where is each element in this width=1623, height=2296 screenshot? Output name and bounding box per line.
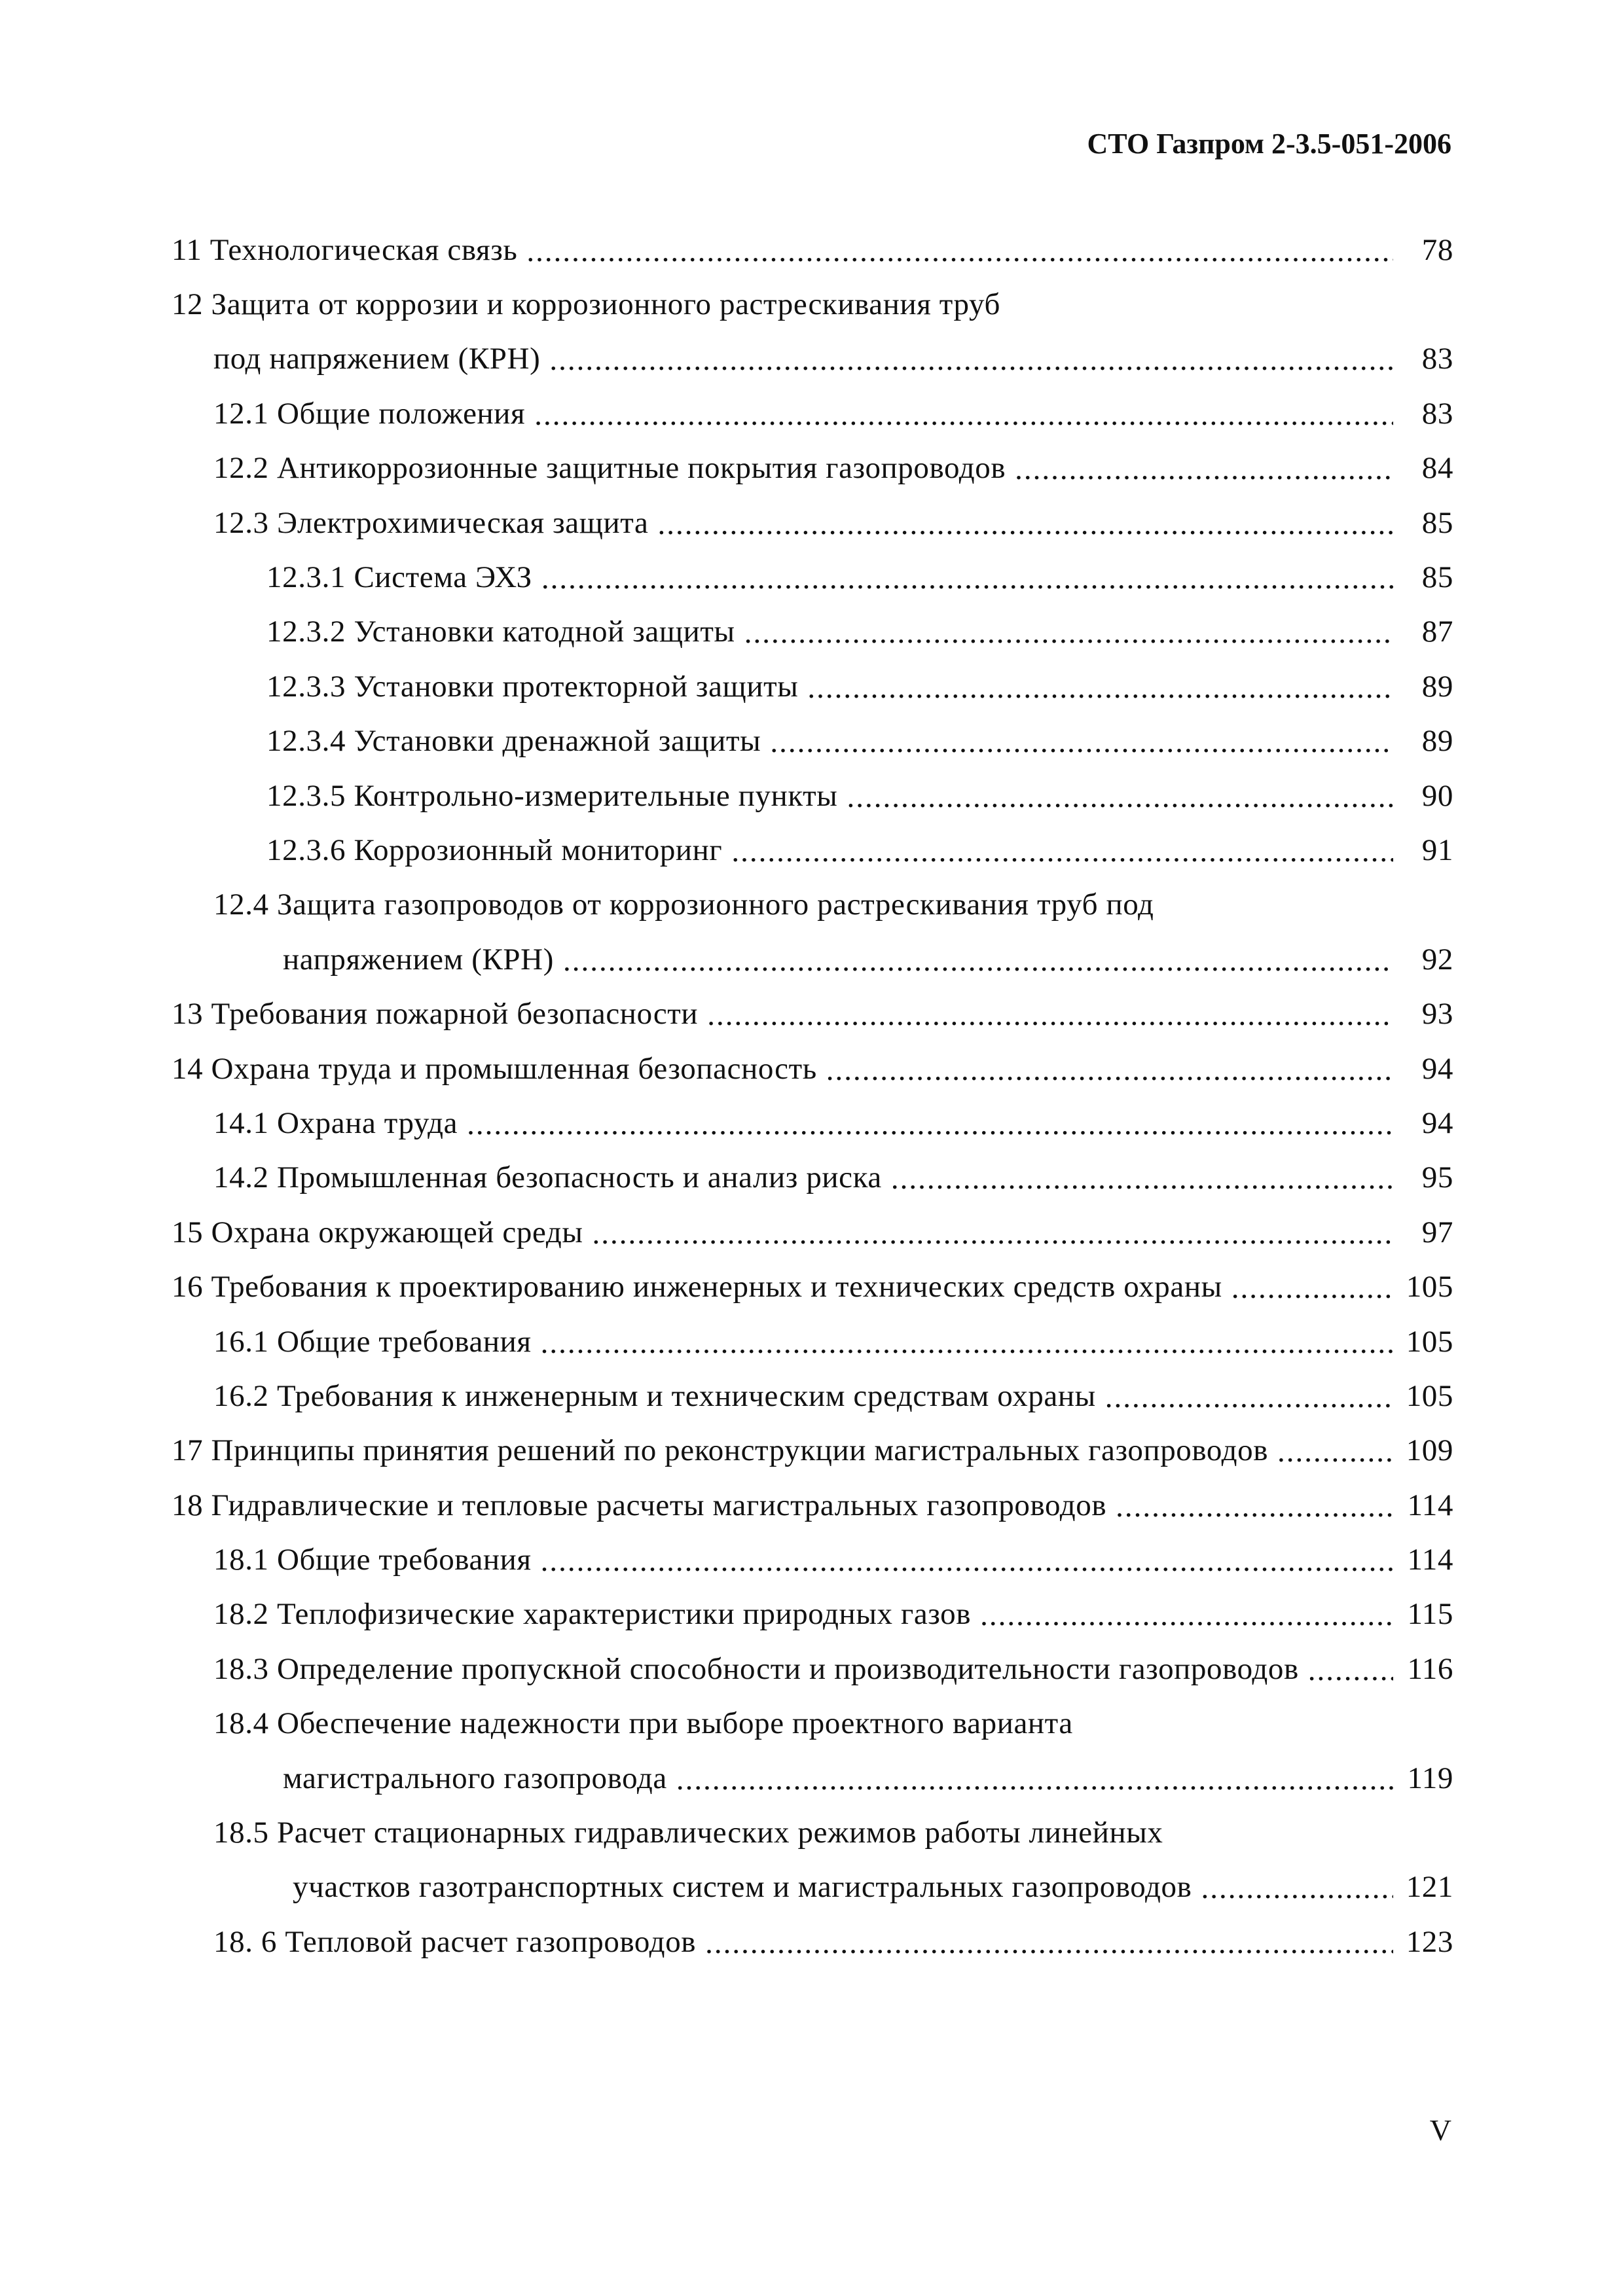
toc-entry	[172, 1424, 1453, 1478]
toc-entry	[172, 659, 1453, 713]
toc-dot-leader	[526, 234, 1393, 269]
toc-entry	[172, 277, 1453, 331]
toc-dot-leader	[541, 1325, 1393, 1361]
toc-entry-page: 83	[1421, 396, 1453, 431]
document-code-header: СТО Газпром 2-3.5-051-2006	[1087, 128, 1451, 160]
toc-entry	[172, 1314, 1453, 1369]
toc-entry-title: 12.3.6 Коррозионный мониторинг	[266, 833, 723, 867]
toc-entry-page: 93	[1421, 997, 1453, 1031]
toc-entry	[172, 768, 1453, 823]
toc-entry-page: 91	[1421, 833, 1453, 867]
toc-dot-leader	[705, 1926, 1393, 1961]
toc-entry-page: 109	[1406, 1433, 1453, 1468]
toc-entry-page: 115	[1407, 1597, 1453, 1632]
toc-entry-title: 14.2 Промышленная безопасность и анализ риска	[213, 1160, 882, 1195]
toc-dot-leader	[891, 1161, 1393, 1196]
toc-entry	[172, 1587, 1453, 1641]
toc-entry-title: 18 Гидравлические и тепловые расчеты магистральных газопроводов	[172, 1488, 1107, 1522]
toc-entry-page: 87	[1421, 615, 1453, 649]
toc-entry-title: 12.3.1 Система ЭХЗ	[266, 560, 532, 595]
toc-entry-page: 89	[1421, 724, 1453, 759]
toc-entry-title: магистрального газопровода	[283, 1761, 667, 1795]
toc-dot-leader	[467, 1107, 1393, 1142]
toc-entry	[172, 1259, 1453, 1314]
toc-entry-title: 12.2 Антикоррозионные защитные покрытия газопроводов	[213, 451, 1006, 486]
toc-entry-title: 18.1 Общие требования	[213, 1543, 532, 1577]
toc-dot-leader	[676, 1762, 1393, 1797]
toc-dot-leader	[534, 397, 1393, 433]
toc-entry	[172, 386, 1453, 440]
toc-entry	[172, 986, 1453, 1041]
toc-dot-leader	[541, 561, 1393, 596]
toc-dot-leader	[707, 997, 1393, 1033]
toc-dot-leader	[847, 780, 1393, 815]
toc-entry-page: 94	[1421, 1105, 1453, 1140]
toc-entry-title: 16 Требования к проектированию инженерных и технических средств охраны	[172, 1270, 1222, 1304]
toc-entry-page: 85	[1421, 560, 1453, 595]
toc-entry-page: 84	[1421, 451, 1453, 486]
toc-entry-title: 12 Защита от коррозии и коррозионного растрескивания труб	[172, 287, 1000, 322]
toc-dot-leader	[1201, 1871, 1393, 1906]
toc-entry-page: 105	[1406, 1270, 1453, 1304]
toc-entry	[172, 1641, 1453, 1696]
toc-dot-leader	[1015, 452, 1393, 487]
toc-entry-title: 12.3.5 Контрольно-измерительные пункты	[266, 778, 838, 813]
toc-entry	[172, 1860, 1453, 1914]
toc-entry-title: 18.5 Расчет стационарных гидравлических режимов работы линейных	[213, 1816, 1163, 1850]
toc-dot-leader	[593, 1216, 1393, 1251]
toc-entry-page: 121	[1406, 1870, 1453, 1905]
toc-dot-leader	[657, 507, 1393, 542]
toc-entry	[172, 1478, 1453, 1532]
toc-entry-page: 105	[1406, 1324, 1453, 1359]
toc-dot-leader	[770, 725, 1393, 760]
toc-entry-page: 105	[1406, 1378, 1453, 1413]
toc-entry-page: 89	[1421, 669, 1453, 704]
toc-entry-page: 78	[1421, 232, 1453, 267]
toc-entry	[172, 932, 1453, 986]
toc-entry-title: 14.1 Охрана труда	[213, 1105, 458, 1140]
toc-dot-leader	[807, 670, 1393, 706]
toc-entry-title: 12.3.2 Установки катодной защиты	[266, 615, 735, 649]
toc-entry	[172, 1751, 1453, 1805]
toc-entry	[172, 1041, 1453, 1096]
toc-dot-leader	[541, 1543, 1393, 1579]
toc-entry-page: 85	[1421, 505, 1453, 540]
page-number: V	[1429, 2113, 1451, 2147]
toc-entry-page: 119	[1407, 1761, 1453, 1795]
toc-entry-title: 16.2 Требования к инженерным и техническим средствам охраны	[213, 1378, 1096, 1413]
toc-dot-leader	[1308, 1653, 1393, 1688]
toc-dot-leader	[1277, 1434, 1393, 1469]
toc-entry	[172, 1151, 1453, 1205]
toc-entry-title: напряжением (КРН)	[283, 942, 554, 977]
toc-dot-leader	[549, 342, 1393, 378]
toc-entry	[172, 1205, 1453, 1259]
toc-entry	[172, 823, 1453, 877]
toc-entry-title: 16.1 Общие требования	[213, 1324, 532, 1359]
toc-entry-page: 97	[1421, 1215, 1453, 1249]
toc-entry-page: 94	[1421, 1051, 1453, 1086]
toc-entry	[172, 1096, 1453, 1150]
toc-dot-leader	[744, 615, 1393, 651]
toc-entry	[172, 550, 1453, 604]
toc-dot-leader	[1116, 1489, 1393, 1524]
toc-entry-page: 114	[1407, 1488, 1453, 1522]
toc-entry-title: 12.3.3 Установки протекторной защиты	[266, 669, 799, 704]
toc-entry	[172, 605, 1453, 659]
toc-entry-title: 12.3 Электрохимическая защита	[213, 505, 649, 540]
toc-entry	[172, 223, 1453, 277]
toc-entry-title: 12.4 Защита газопроводов от коррозионного растрескивания труб под	[213, 888, 1154, 922]
toc-entry-title: 18.3 Определение пропускной способности и производительности газопроводов	[213, 1651, 1299, 1686]
toc-entry-page: 123	[1406, 1924, 1453, 1959]
toc-entry	[172, 714, 1453, 768]
toc-entry	[172, 878, 1453, 932]
toc-entry-title: под напряжением (КРН)	[213, 342, 541, 376]
toc-entry	[172, 332, 1453, 386]
toc-entry	[172, 495, 1453, 550]
toc-entry-title: 11 Технологическая связь	[172, 232, 518, 267]
toc-dot-leader	[1105, 1380, 1393, 1415]
toc-entry	[172, 1914, 1453, 1969]
toc-entry-page: 90	[1421, 778, 1453, 813]
toc-dot-leader	[563, 943, 1393, 978]
toc-entry-page: 116	[1407, 1651, 1453, 1686]
toc-entry	[172, 1696, 1453, 1751]
toc-entry-title: 12.1 Общие положения	[213, 396, 526, 431]
toc-entry-title: 15 Охрана окружающей среды	[172, 1215, 583, 1249]
toc-entry-title: 12.3.4 Установки дренажной защиты	[266, 724, 761, 759]
toc-entry-title: 18.2 Теплофизические характеристики природных газов	[213, 1597, 972, 1632]
toc-entry-title: участков газотранспортных систем и магистральных газопроводов	[293, 1870, 1192, 1905]
toc-entry-page: 114	[1407, 1543, 1453, 1577]
toc-entry-page: 83	[1421, 342, 1453, 376]
toc-entry-title: 17 Принципы принятия решений по реконструкции магистральных газопроводов	[172, 1433, 1269, 1468]
toc-entry	[172, 1369, 1453, 1423]
toc-entry	[172, 1532, 1453, 1587]
table-of-contents	[172, 223, 1453, 1969]
toc-entry-page: 95	[1421, 1160, 1453, 1195]
toc-entry-title: 18. 6 Тепловой расчет газопроводов	[213, 1924, 697, 1959]
toc-dot-leader	[731, 834, 1393, 869]
toc-entry	[172, 441, 1453, 495]
toc-entry-title: 18.4 Обеспечение надежности при выборе проектного варианта	[213, 1706, 1073, 1741]
toc-dot-leader	[1231, 1270, 1393, 1306]
toc-entry	[172, 1805, 1453, 1859]
toc-entry-page: 92	[1421, 942, 1453, 977]
toc-dot-leader	[980, 1598, 1393, 1633]
toc-entry-title: 13 Требования пожарной безопасности	[172, 997, 699, 1031]
toc-entry-title: 14 Охрана труда и промышленная безопасность	[172, 1051, 817, 1086]
toc-dot-leader	[826, 1052, 1393, 1088]
